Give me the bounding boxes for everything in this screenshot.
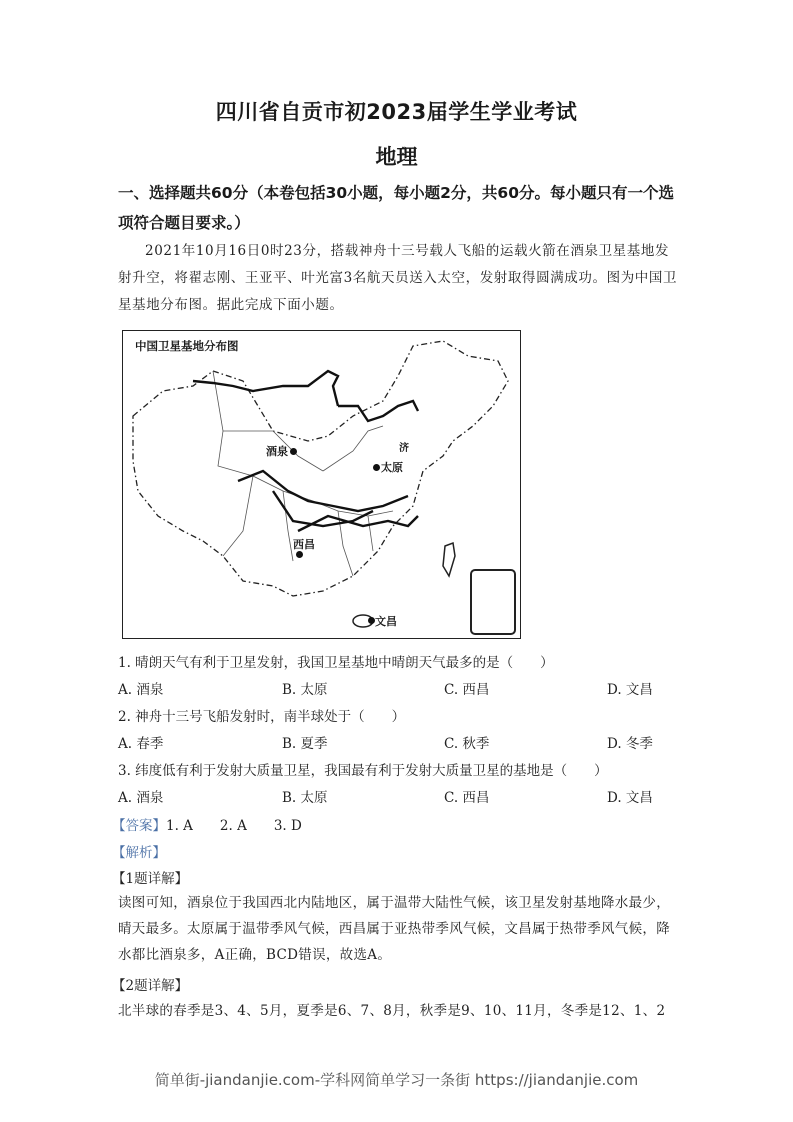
intro-paragraph: 2021年10月16日0时23分，搭载神舟十三号载人飞船的运载火箭在酒泉卫星基地发射升空，将翟志刚、王亚平、叶光富3名航天员送入太空，发射取得圆满成功。图为中国卫星基地分布图。据此完成下面小题。 xyxy=(118,243,678,313)
question-3-stem: 3. 纬度低有利于发射大质量卫星，我国最有利于发射大质量卫星的基地是（ ） xyxy=(118,763,608,779)
city-label-jiuquan: 酒泉 xyxy=(266,445,288,458)
city-label-extra: 济 xyxy=(399,443,409,454)
question-2-stem: 2. 神舟十三号飞船发射时，南半球处于（ ） xyxy=(118,709,406,725)
q1-analysis-text: 读图可知，酒泉位于我国西北内陆地区，属于温带大陆性气候，该卫星发射基地降水最少，晴天最多。太原属于温带季风气候，西昌属于亚热带季风气候，文昌属于热带季风气候，降水都比酒泉多，A正确，BCD错误，故选A。 xyxy=(118,895,670,963)
answer-values: 1. A 2. A 3. D xyxy=(166,818,302,834)
question-1-stem: 1. 晴朗天气有利于卫星发射，我国卫星基地中晴朗天气最多的是（ ） xyxy=(118,655,554,671)
city-label-taiyuan: 太原 xyxy=(381,461,403,474)
q2-analysis-text: 北半球的春季是3、4、5月，夏季是6、7、8月，秋季是9、10、11月，冬季是12、1、2 xyxy=(118,1003,666,1019)
map-title: 中国卫星基地分布图 xyxy=(135,339,239,353)
document-title: 四川省自贡市初2023届学生学业考试 xyxy=(215,100,578,124)
question-1-option-d[interactable]: D. 文昌 xyxy=(607,682,653,698)
taiyuan-dot-icon xyxy=(373,464,380,471)
xichang-dot-icon xyxy=(296,551,303,558)
analysis-tag: 【解析】 xyxy=(112,845,166,861)
q2-analysis-heading: 【2题详解】 xyxy=(112,978,189,994)
question-1-option-a[interactable]: A. 酒泉 xyxy=(118,682,164,698)
footer-watermark: 简单街-jiandanjie.com-学科网简单学习一条街 https://jiandanjie.com xyxy=(154,1071,639,1089)
jiuquan-dot-icon xyxy=(290,448,297,455)
map-outline-icon xyxy=(123,331,520,638)
china-satellite-base-map xyxy=(122,330,521,639)
question-2-option-d[interactable]: D. 冬季 xyxy=(607,736,653,752)
question-1-option-b[interactable]: B. 太原 xyxy=(282,682,328,698)
question-2-option-c[interactable]: C. 秋季 xyxy=(444,736,490,752)
answer-tag: 【答案】 xyxy=(112,818,166,834)
wenchang-dot-icon xyxy=(368,617,375,624)
answer-line xyxy=(112,814,302,834)
q1-analysis-heading: 【1题详解】 xyxy=(112,871,189,887)
question-3-option-d[interactable]: D. 文昌 xyxy=(607,790,653,806)
question-3-option-c[interactable]: C. 西昌 xyxy=(444,790,490,806)
document-subject: 地理 xyxy=(375,145,418,169)
city-label-wenchang: 文昌 xyxy=(375,615,397,628)
question-3-option-a[interactable]: A. 酒泉 xyxy=(118,790,164,806)
city-label-xichang: 西昌 xyxy=(293,538,315,551)
question-3-option-b[interactable]: B. 太原 xyxy=(282,790,328,806)
section-heading: 一、选择题共60分（本卷包括30小题，每小题2分，共60分。每小题只有一个选项符合题目要求。） xyxy=(118,184,674,232)
question-2-option-b[interactable]: B. 夏季 xyxy=(282,736,328,752)
south-china-sea-inset xyxy=(470,569,516,635)
question-2-option-a[interactable]: A. 春季 xyxy=(118,736,164,752)
question-1-option-c[interactable]: C. 西昌 xyxy=(444,682,490,698)
